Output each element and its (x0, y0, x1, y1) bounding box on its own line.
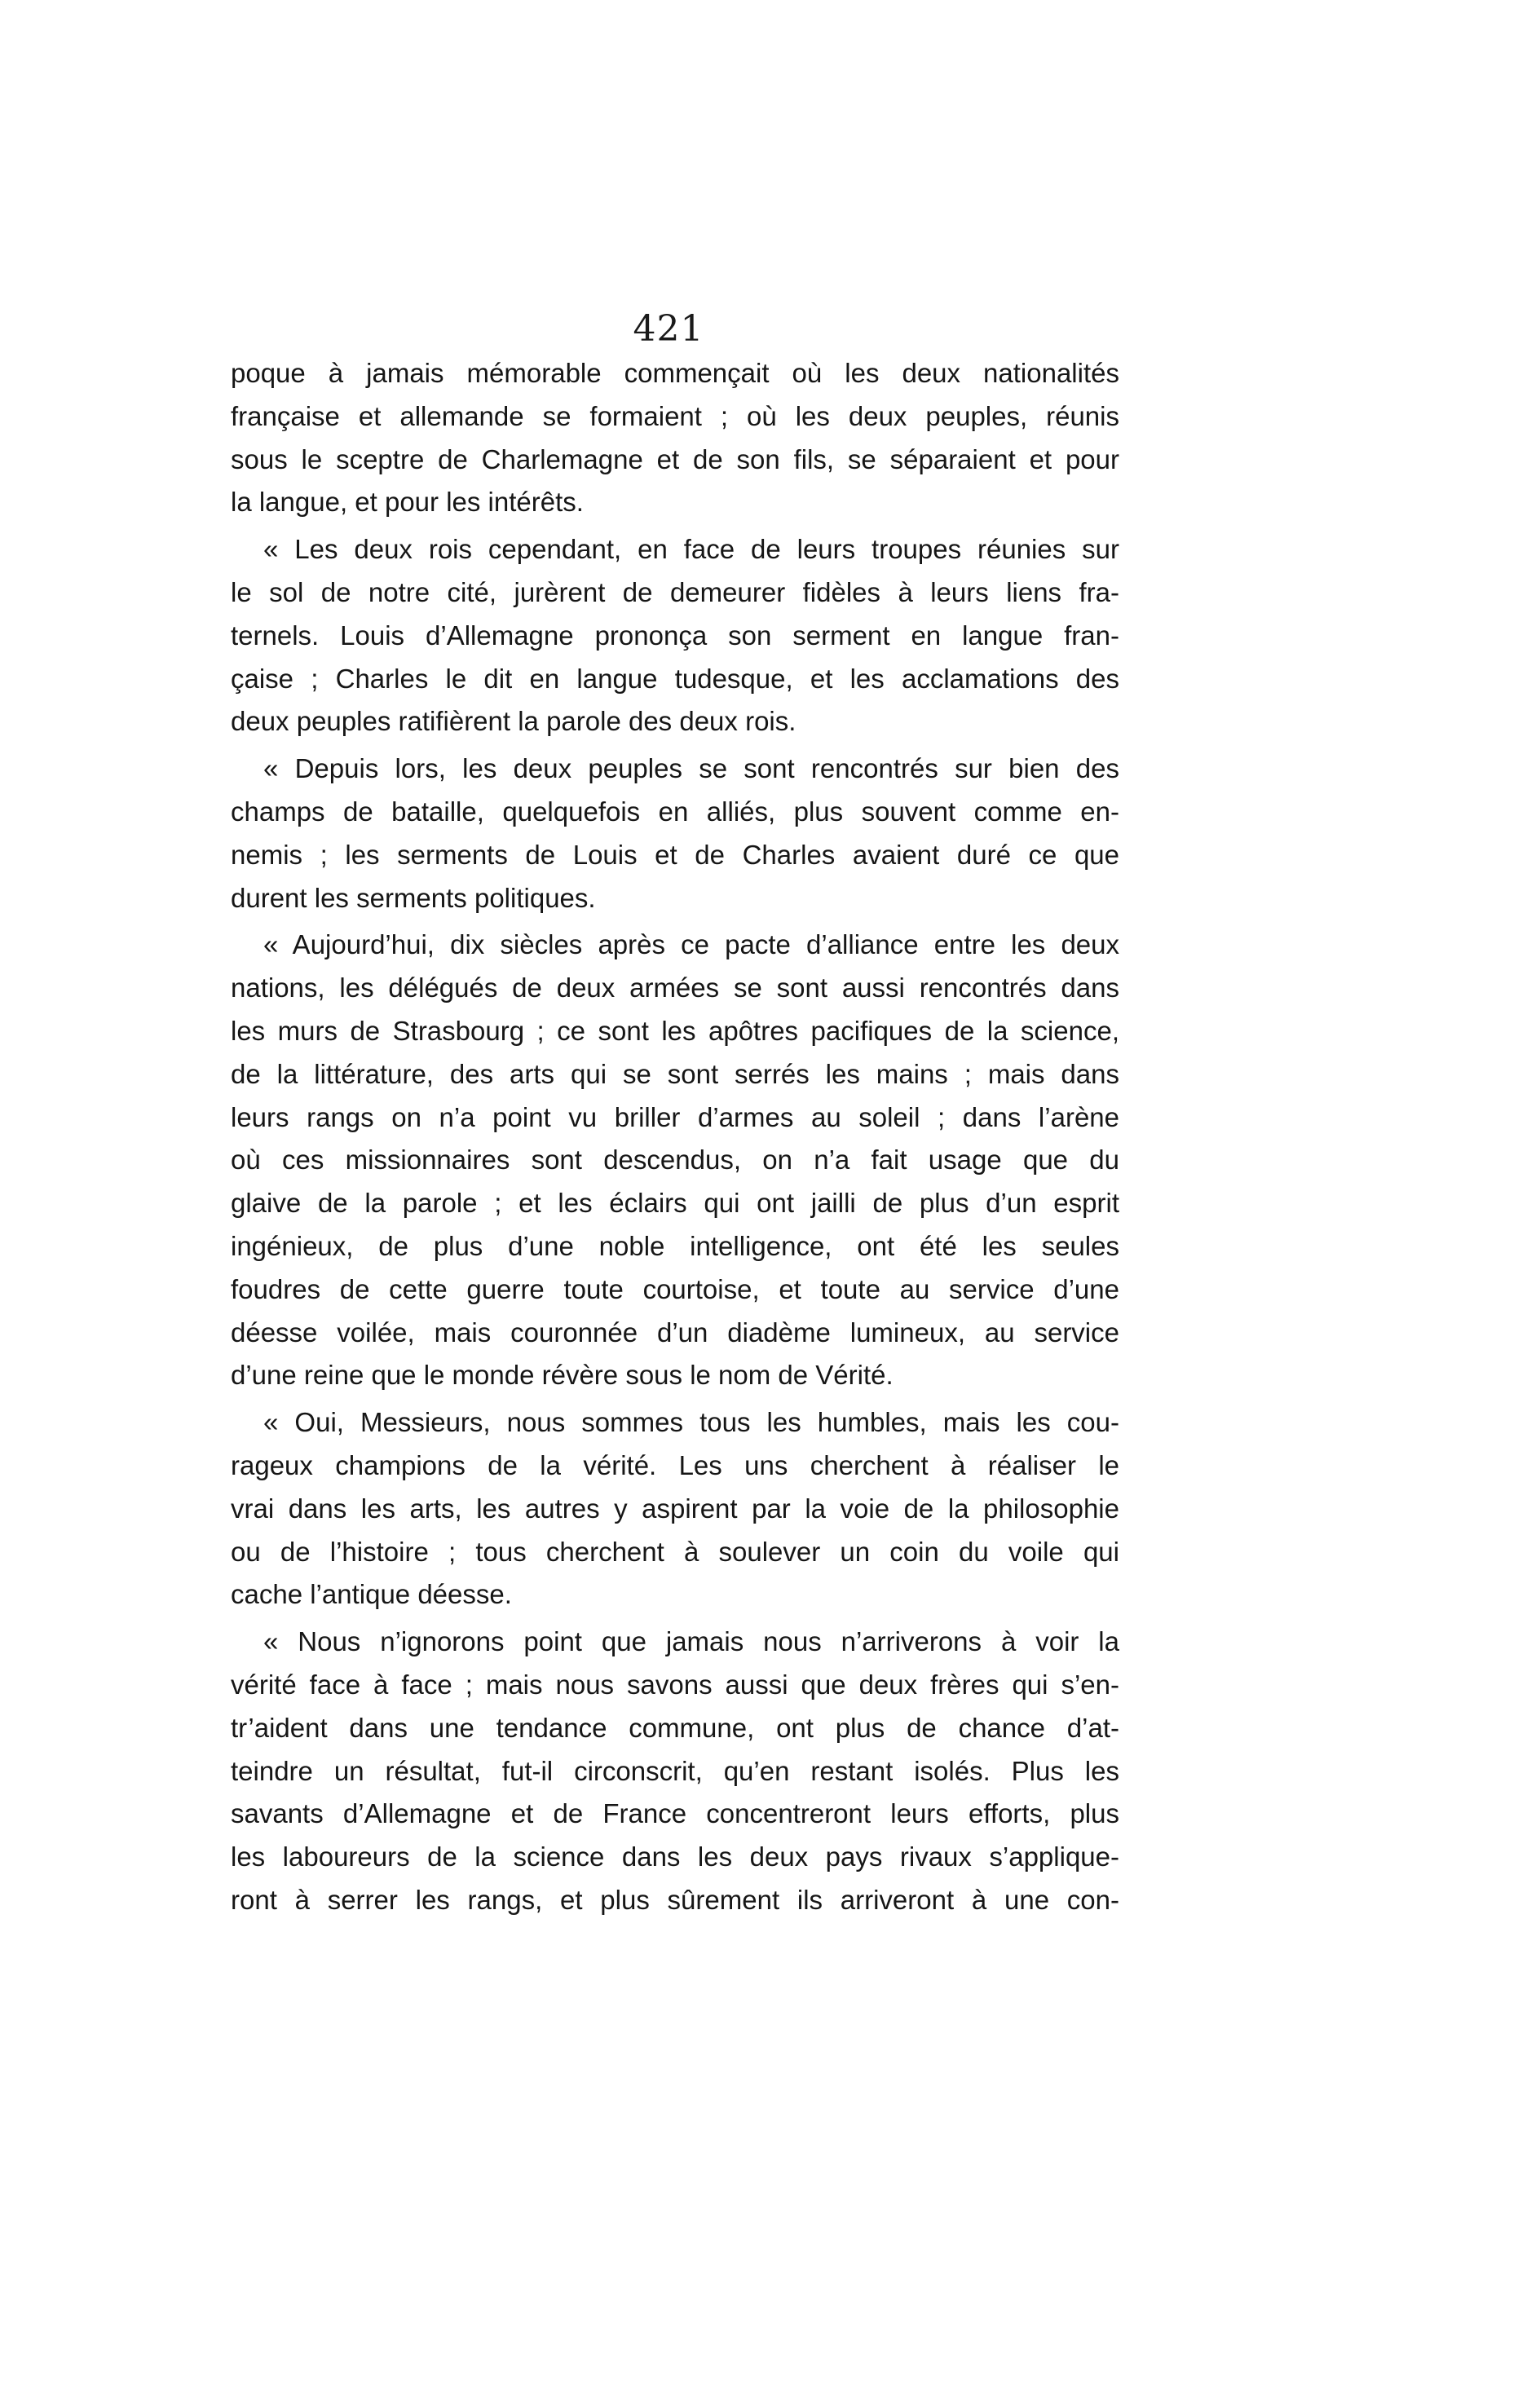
text-line: vérité face à face ; mais nous savons aussi que deux frères qui s’en- (231, 1669, 1119, 1700)
text-line: de la littérature, des arts qui se sont serrés les mains ; mais dans (231, 1058, 1119, 1089)
body-text (231, 352, 1119, 1926)
text-line: déesse voilée, mais couronnée d’un diadème lumineux, au service (231, 1317, 1119, 1348)
text-line: la langue, et pour les intérêts. (231, 487, 584, 518)
text-line: leurs rangs on n’a point vu briller d’armes au soleil ; dans l’arène (231, 1101, 1119, 1132)
text-line: française et allemande se formaient ; où les deux peuples, réunis (231, 400, 1119, 431)
text-line: vrai dans les arts, les autres y aspirent par la voie de la philosophie (231, 1493, 1119, 1524)
paragraph (231, 748, 1119, 920)
text-line: les murs de Strasbourg ; ce sont les apôtres pacifiques de la science, (231, 1015, 1119, 1046)
text-line: çaise ; Charles le dit en langue tudesque, et les acclamations des (231, 663, 1119, 694)
text-line: glaive de la parole ; et les éclairs qui ont jailli de plus d’un esprit (231, 1188, 1119, 1219)
text-line: tr’aident dans une tendance commune, ont plus de chance d’at- (231, 1712, 1119, 1743)
text-line: ternels. Louis d’Allemagne prononça son serment en langue fran- (231, 620, 1119, 651)
text-line: les laboureurs de la science dans les deux pays rivaux s’applique- (231, 1842, 1119, 1872)
text-line: savants d’Allemagne et de France concentreront leurs efforts, plus (231, 1798, 1119, 1829)
text-line: où ces missionnaires sont descendus, on n’a fait usage que du (231, 1145, 1119, 1176)
text-line: nemis ; les serments de Louis et de Charles avaient duré ce que (231, 839, 1119, 870)
paragraph (231, 528, 1119, 743)
text-line: durent les serments politiques. (231, 882, 596, 913)
paragraph (231, 352, 1119, 524)
text-line: « Depuis lors, les deux peuples se sont rencontrés sur bien des (263, 753, 1119, 784)
text-line: cache l’antique déesse. (231, 1579, 512, 1610)
text-line: ront à serrer les rangs, et plus sûrement ils arriveront à une con- (231, 1884, 1119, 1915)
text-line: ingénieux, de plus d’une noble intelligence, ont été les seules (231, 1230, 1119, 1261)
text-line: le sol de notre cité, jurèrent de demeurer fidèles à leurs liens fra- (231, 576, 1119, 607)
paragraph (231, 1401, 1119, 1617)
text-line: teindre un résultat, fut-il circonscrit, qu’en restant isolés. Plus les (231, 1755, 1119, 1786)
text-line: d’une reine que le monde révère sous le nom de Vérité. (231, 1360, 894, 1391)
text-line: foudres de cette guerre toute courtoise, et toute au service d’une (231, 1273, 1119, 1304)
text-line: sous le sceptre de Charlemagne et de son fils, se séparaient et pour (231, 443, 1119, 474)
text-line: nations, les délégués de deux armées se sont aussi rencontrés dans (231, 973, 1119, 1004)
text-line: « Les deux rois cependant, en face de leurs troupes réunies sur (263, 534, 1119, 565)
text-line: deux peuples ratifièrent la parole des deux rois. (231, 706, 796, 737)
text-line: « Nous n’ignorons point que jamais nous n’arriverons à voir la (263, 1626, 1119, 1657)
text-line: « Oui, Messieurs, nous sommes tous les humbles, mais les cou- (263, 1407, 1119, 1438)
text-line: poque à jamais mémorable commençait où les deux nationalités (231, 358, 1119, 388)
paragraph (231, 924, 1119, 1397)
text-line: champs de bataille, quelquefois en alliés, plus souvent comme en- (231, 796, 1119, 827)
page-number: 421 (633, 308, 704, 350)
paragraph (231, 1621, 1119, 1922)
text-line: rageux champions de la vérité. Les uns cherchent à réaliser le (231, 1449, 1119, 1480)
text-line: ou de l’histoire ; tous cherchent à soulever un coin du voile qui (231, 1536, 1119, 1567)
text-line: « Aujourd’hui, dix siècles après ce pacte d’alliance entre les deux (263, 929, 1119, 960)
